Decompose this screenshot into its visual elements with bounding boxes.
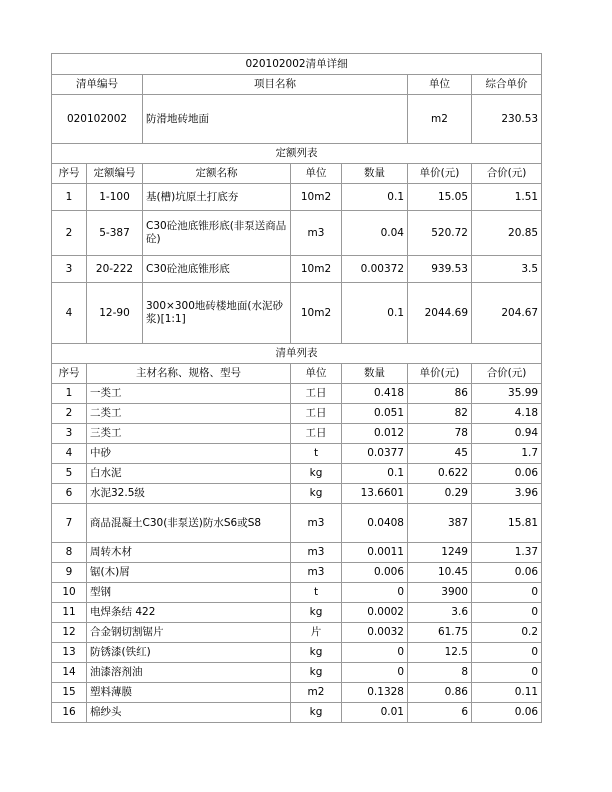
quota-qty: 0.1 [342, 283, 408, 344]
quota-qty: 0.1 [342, 184, 408, 211]
material-unit: t [291, 444, 342, 464]
material-price: 3900 [408, 583, 472, 603]
table-row [52, 703, 542, 723]
material-qty: 0.0408 [342, 504, 408, 543]
quota-name: C30砼池底锥形底(非泵送商品砼) [143, 211, 291, 256]
material-qty: 13.6601 [342, 484, 408, 504]
quota-price: 2044.69 [408, 283, 472, 344]
table-row [52, 663, 542, 683]
material-price: 78 [408, 424, 472, 444]
quota-total: 20.85 [472, 211, 542, 256]
material-total: 1.7 [472, 444, 542, 464]
table-row [52, 184, 542, 211]
material-unit: m2 [291, 683, 342, 703]
bill-unit: m2 [408, 95, 472, 144]
quota-seq: 3 [52, 256, 87, 283]
table-row [52, 424, 542, 444]
material-seq: 3 [52, 424, 87, 444]
material-unit: kg [291, 603, 342, 623]
material-price: 1249 [408, 543, 472, 563]
quota-total: 204.67 [472, 283, 542, 344]
material-total: 0.11 [472, 683, 542, 703]
material-total: 3.96 [472, 484, 542, 504]
quota-seq-header: 序号 [52, 164, 87, 184]
bill-name-header: 项目名称 [143, 75, 408, 95]
bill-code-header: 清单编号 [52, 75, 143, 95]
material-name: 一类工 [87, 384, 291, 404]
table-row [52, 404, 542, 424]
material-unit: 工日 [291, 384, 342, 404]
material-name: 三类工 [87, 424, 291, 444]
material-price: 12.5 [408, 643, 472, 663]
material-name: 水泥32.5级 [87, 484, 291, 504]
material-price: 82 [408, 404, 472, 424]
material-seq: 15 [52, 683, 87, 703]
material-unit: 片 [291, 623, 342, 643]
material-unit: m3 [291, 504, 342, 543]
material-name: 防锈漆(铁红) [87, 643, 291, 663]
material-qty: 0.1 [342, 464, 408, 484]
material-price: 86 [408, 384, 472, 404]
material-unit: 工日 [291, 424, 342, 444]
table-row [52, 543, 542, 563]
quota-unit: 10m2 [291, 256, 342, 283]
material-unit: m3 [291, 543, 342, 563]
table-row [52, 211, 542, 256]
table-row [52, 643, 542, 663]
quota-total: 3.5 [472, 256, 542, 283]
material-name: 商品混凝土C30(非泵送)防水S6或S8 [87, 504, 291, 543]
material-unit: kg [291, 663, 342, 683]
quota-code: 20-222 [87, 256, 143, 283]
title-row [52, 54, 542, 75]
material-qty: 0.418 [342, 384, 408, 404]
quota-price: 939.53 [408, 256, 472, 283]
quota-unit-header: 单位 [291, 164, 342, 184]
quota-total: 1.51 [472, 184, 542, 211]
quota-qty-header: 数量 [342, 164, 408, 184]
material-total: 0.94 [472, 424, 542, 444]
material-seq: 4 [52, 444, 87, 464]
material-total: 0 [472, 663, 542, 683]
material-seq: 5 [52, 464, 87, 484]
quota-seq: 1 [52, 184, 87, 211]
material-seq: 1 [52, 384, 87, 404]
material-unit: 工日 [291, 404, 342, 424]
table-row [52, 563, 542, 583]
quota-price: 15.05 [408, 184, 472, 211]
table-title: 020102002清单详细 [52, 54, 542, 75]
material-seq: 16 [52, 703, 87, 723]
material-qty: 0.051 [342, 404, 408, 424]
material-qty: 0.0377 [342, 444, 408, 464]
bill-row [52, 95, 542, 144]
bill-code: 020102002 [52, 95, 143, 144]
material-section-row [52, 344, 542, 364]
material-name: 塑料薄膜 [87, 683, 291, 703]
material-total: 35.99 [472, 384, 542, 404]
material-seq: 14 [52, 663, 87, 683]
material-unit: kg [291, 464, 342, 484]
table-row [52, 444, 542, 464]
material-qty: 0.006 [342, 563, 408, 583]
quota-unit: 10m2 [291, 283, 342, 344]
material-seq: 13 [52, 643, 87, 663]
material-name: 锯(木)屑 [87, 563, 291, 583]
table-row [52, 464, 542, 484]
material-name: 油漆溶剂油 [87, 663, 291, 683]
material-qty: 0.1328 [342, 683, 408, 703]
table-row [52, 603, 542, 623]
material-qty: 0.0011 [342, 543, 408, 563]
quota-price-header: 单价(元) [408, 164, 472, 184]
material-unit: m3 [291, 563, 342, 583]
quota-code: 5-387 [87, 211, 143, 256]
material-name: 棉纱头 [87, 703, 291, 723]
material-price-header: 单价(元) [408, 364, 472, 384]
material-total-header: 合价(元) [472, 364, 542, 384]
bill-name: 防滑地砖地面 [143, 95, 408, 144]
material-price: 0.29 [408, 484, 472, 504]
material-name: 型钢 [87, 583, 291, 603]
material-seq: 11 [52, 603, 87, 623]
table-row [52, 583, 542, 603]
quota-header-row [52, 164, 542, 184]
material-total: 1.37 [472, 543, 542, 563]
material-qty: 0 [342, 643, 408, 663]
quota-qty: 0.00372 [342, 256, 408, 283]
material-seq: 2 [52, 404, 87, 424]
material-total: 0 [472, 643, 542, 663]
quota-seq: 2 [52, 211, 87, 256]
material-price: 0.86 [408, 683, 472, 703]
quota-seq: 4 [52, 283, 87, 344]
quota-name-header: 定额名称 [143, 164, 291, 184]
material-price: 45 [408, 444, 472, 464]
material-seq: 10 [52, 583, 87, 603]
quota-code: 12-90 [87, 283, 143, 344]
material-unit: kg [291, 643, 342, 663]
material-unit: kg [291, 703, 342, 723]
quota-total-header: 合价(元) [472, 164, 542, 184]
table-row [52, 384, 542, 404]
material-seq: 6 [52, 484, 87, 504]
material-qty: 0.0002 [342, 603, 408, 623]
material-total: 4.18 [472, 404, 542, 424]
bill-price: 230.53 [472, 95, 542, 144]
material-total: 0 [472, 603, 542, 623]
quota-name: C30砼池底锥形底 [143, 256, 291, 283]
material-total: 0.2 [472, 623, 542, 643]
material-name: 白水泥 [87, 464, 291, 484]
quota-name: 基(槽)坑原土打底夯 [143, 184, 291, 211]
quota-code-header: 定额编号 [87, 164, 143, 184]
material-qty: 0 [342, 583, 408, 603]
material-seq-header: 序号 [52, 364, 87, 384]
material-total: 15.81 [472, 504, 542, 543]
bill-detail-table [51, 53, 542, 723]
material-seq: 8 [52, 543, 87, 563]
quota-section-row [52, 144, 542, 164]
material-name: 合金钢切割锯片 [87, 623, 291, 643]
material-price: 6 [408, 703, 472, 723]
material-header-row [52, 364, 542, 384]
material-price: 3.6 [408, 603, 472, 623]
material-qty-header: 数量 [342, 364, 408, 384]
material-total: 0.06 [472, 464, 542, 484]
material-name-header: 主材名称、规格、型号 [87, 364, 291, 384]
material-total: 0.06 [472, 703, 542, 723]
material-seq: 12 [52, 623, 87, 643]
table-row [52, 504, 542, 543]
material-qty: 0 [342, 663, 408, 683]
bill-price-header: 综合单价 [472, 75, 542, 95]
material-name: 中砂 [87, 444, 291, 464]
material-section-title: 清单列表 [52, 344, 542, 364]
material-price: 0.622 [408, 464, 472, 484]
material-price: 10.45 [408, 563, 472, 583]
material-unit: kg [291, 484, 342, 504]
material-total: 0.06 [472, 563, 542, 583]
bill-header-row [52, 75, 542, 95]
quota-price: 520.72 [408, 211, 472, 256]
material-unit: t [291, 583, 342, 603]
quota-code: 1-100 [87, 184, 143, 211]
material-qty: 0.01 [342, 703, 408, 723]
material-name: 电焊条结 422 [87, 603, 291, 623]
material-name: 周转木材 [87, 543, 291, 563]
quota-unit: 10m2 [291, 184, 342, 211]
material-seq: 9 [52, 563, 87, 583]
bill-unit-header: 单位 [408, 75, 472, 95]
table-row [52, 256, 542, 283]
material-total: 0 [472, 583, 542, 603]
material-price: 8 [408, 663, 472, 683]
table-row [52, 623, 542, 643]
table-row [52, 683, 542, 703]
quota-name: 300×300地砖楼地面(水泥砂浆)[1:1] [143, 283, 291, 344]
material-qty: 0.012 [342, 424, 408, 444]
material-seq: 7 [52, 504, 87, 543]
material-qty: 0.0032 [342, 623, 408, 643]
material-unit-header: 单位 [291, 364, 342, 384]
quota-unit: m3 [291, 211, 342, 256]
table-row [52, 283, 542, 344]
quota-qty: 0.04 [342, 211, 408, 256]
material-price: 61.75 [408, 623, 472, 643]
quota-section-title: 定额列表 [52, 144, 542, 164]
table-row [52, 484, 542, 504]
material-name: 二类工 [87, 404, 291, 424]
material-price: 387 [408, 504, 472, 543]
